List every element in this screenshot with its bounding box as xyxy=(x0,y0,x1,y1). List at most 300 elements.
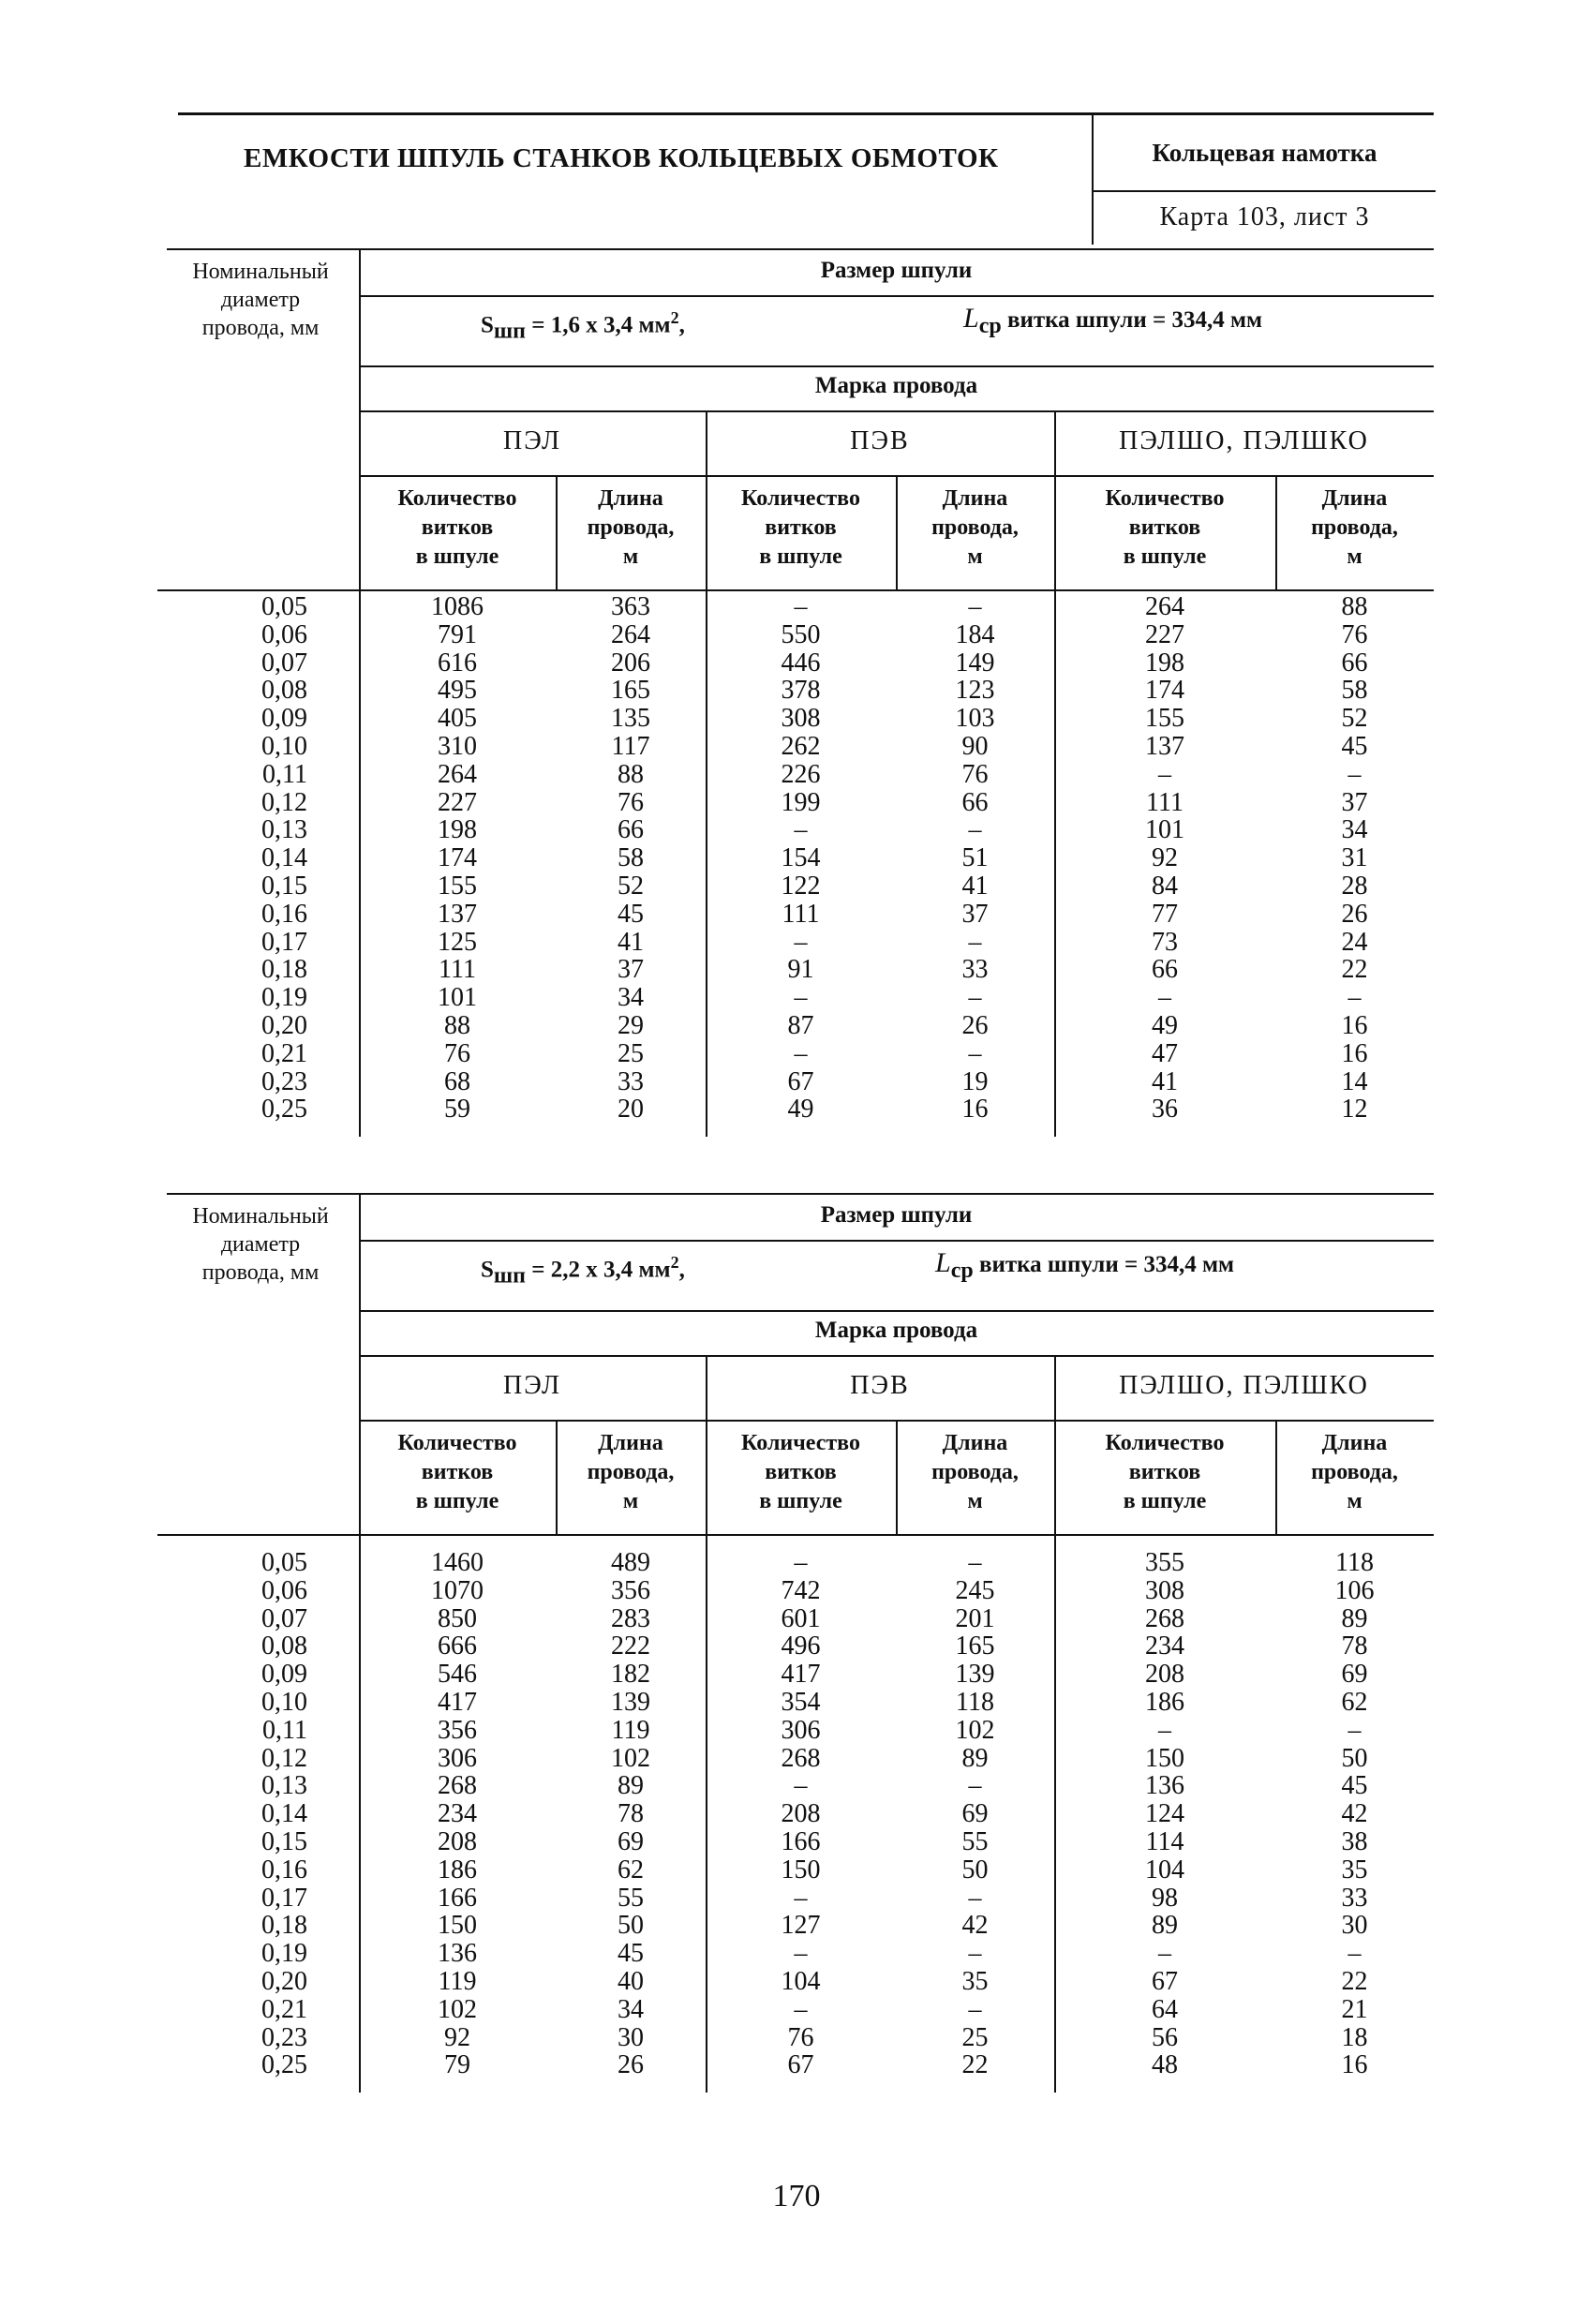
col-head-line: в шпуле xyxy=(415,1489,499,1513)
table-cell: 88 xyxy=(1341,592,1368,621)
diameter-values xyxy=(167,593,307,1124)
table-cell: 101 xyxy=(1145,815,1184,845)
table-cell: 38 xyxy=(1341,1826,1368,1856)
table-cell: 35 xyxy=(961,1966,989,1996)
table-cell: 0,16 xyxy=(261,899,307,929)
table-cell: 29 xyxy=(618,1010,644,1040)
pelsho-length-values xyxy=(1275,593,1434,1124)
brand-pelsho: ПЭЛШО, ПЭЛШКО xyxy=(1119,1371,1369,1400)
table-cell: 58 xyxy=(618,843,644,873)
col-head-line: м xyxy=(967,1489,983,1513)
table-cell: – xyxy=(968,1883,982,1913)
table-cell: 0,06 xyxy=(261,1575,307,1605)
col-head-line: Длина xyxy=(598,486,663,511)
table-cell: 92 xyxy=(1152,843,1178,873)
table-cell: 18 xyxy=(1341,2022,1368,2052)
table-cell: 28 xyxy=(1341,871,1368,901)
col-head-pev-length xyxy=(896,1429,1054,1516)
table-cell: – xyxy=(1158,983,1171,1013)
header-rule xyxy=(359,1355,1434,1357)
table-cell: 1086 xyxy=(431,592,484,621)
turn-length-formula xyxy=(963,303,1262,339)
table-cell: 90 xyxy=(961,731,989,761)
pev-length-values xyxy=(896,1549,1054,2079)
col-head-pev-count xyxy=(706,1429,896,1516)
table-cell: 0,15 xyxy=(261,1826,307,1856)
table-cell: 155 xyxy=(1145,704,1184,734)
table-cell: – xyxy=(1158,759,1171,789)
table-cell: 33 xyxy=(618,1066,644,1096)
wire-brand-label: Марка провода xyxy=(814,1318,978,1343)
spool-size-label: Размер шпули xyxy=(820,1202,973,1228)
table-cell: 0,09 xyxy=(261,704,307,734)
table-cell: 356 xyxy=(438,1715,477,1745)
col-head-pelsho-count xyxy=(1054,1429,1275,1516)
s-symbol: S xyxy=(481,1257,494,1283)
table-top-rule xyxy=(167,1193,1434,1195)
diameter-header-line: Номинальный xyxy=(192,260,329,284)
table-cell: 0,08 xyxy=(261,1631,307,1661)
table-cell: 122 xyxy=(781,871,821,901)
s-comma: , xyxy=(678,312,685,338)
diameter-header-line: диаметр xyxy=(220,1232,301,1257)
table-cell: 201 xyxy=(955,1603,995,1633)
page-header xyxy=(178,112,1434,245)
col-head-line: витков xyxy=(1128,515,1201,540)
table-cell: 174 xyxy=(438,843,477,873)
col-head-line: витков xyxy=(765,515,837,540)
table-cell: 102 xyxy=(955,1715,995,1745)
table-top-rule xyxy=(167,248,1434,250)
col-head-pev-length xyxy=(896,484,1054,572)
table-cell: 0,21 xyxy=(261,1994,307,2024)
table-cell: 0,11 xyxy=(262,1715,307,1745)
pelsho-length-values xyxy=(1275,1549,1434,2079)
table-cell: 0,10 xyxy=(261,731,307,761)
table-cell: 69 xyxy=(618,1826,644,1856)
table-cell: 12 xyxy=(1341,1095,1368,1125)
header-rule xyxy=(359,365,1434,367)
table-cell: 234 xyxy=(1145,1631,1184,1661)
table-cell: 26 xyxy=(961,1010,989,1040)
l-subscript: ср xyxy=(950,1259,974,1283)
col-head-pel-count xyxy=(359,484,556,572)
table-cell: 89 xyxy=(1341,1603,1368,1633)
table-cell: – xyxy=(968,1994,982,2024)
table-cell: 16 xyxy=(961,1095,989,1125)
table-cell: 37 xyxy=(618,955,644,985)
table-cell: 77 xyxy=(1152,899,1178,929)
table-cell: 25 xyxy=(961,2022,989,2052)
table-cell: 137 xyxy=(438,899,477,929)
table-cell: 78 xyxy=(618,1799,644,1829)
table-cell: – xyxy=(1347,759,1362,789)
table-cell: 186 xyxy=(438,1855,477,1885)
col-head-pelsho-length xyxy=(1275,484,1434,572)
table-cell: 117 xyxy=(611,731,650,761)
table-cell: 48 xyxy=(1152,2050,1178,2080)
table-cell: 166 xyxy=(438,1883,477,1913)
col-head-line: Количество xyxy=(1105,1431,1225,1455)
col-head-line: в шпуле xyxy=(759,1489,842,1513)
table-cell: 52 xyxy=(618,871,644,901)
table-cell: 45 xyxy=(618,899,644,929)
table-cell: 268 xyxy=(781,1743,821,1773)
table-cell: 45 xyxy=(1341,1771,1368,1801)
col-head-line: Количество xyxy=(1105,486,1225,511)
col-head-line: провода, xyxy=(1311,515,1398,540)
table-cell: 0,16 xyxy=(261,1855,307,1885)
table-cell: 0,12 xyxy=(261,1743,307,1773)
col-head-line: провода, xyxy=(1311,1460,1398,1484)
table-cell: 139 xyxy=(955,1660,995,1690)
table-cell: 0,23 xyxy=(261,1066,307,1096)
table-cell: 21 xyxy=(1341,1994,1368,2024)
col-head-pel-length xyxy=(556,484,706,572)
table-cell: 76 xyxy=(1341,619,1368,649)
page-number: 170 xyxy=(772,2179,821,2213)
table-cell: – xyxy=(794,927,808,957)
col-head-pelsho-count xyxy=(1054,484,1275,572)
table-cell: 417 xyxy=(781,1660,821,1690)
table-cell: 51 xyxy=(961,843,989,873)
table-cell: – xyxy=(794,1548,808,1577)
table-cell: 0,13 xyxy=(261,815,307,845)
table-cell: 40 xyxy=(618,1966,644,1996)
table-cell: 76 xyxy=(444,1038,470,1068)
table-cell: 34 xyxy=(1341,815,1368,845)
table-cell: 264 xyxy=(611,619,650,649)
table-cell: 616 xyxy=(438,648,477,678)
pel-length-values xyxy=(556,593,706,1124)
table-cell: 84 xyxy=(1152,871,1178,901)
table-cell: – xyxy=(794,1771,808,1801)
table-cell: 47 xyxy=(1152,1038,1178,1068)
table-cell: 101 xyxy=(438,983,477,1013)
table-cell: 92 xyxy=(444,2022,470,2052)
table-cell: 76 xyxy=(787,2022,814,2052)
table-cell: 45 xyxy=(1341,731,1368,761)
table-cell: 0,15 xyxy=(261,871,307,901)
table-cell: 67 xyxy=(1152,1966,1178,1996)
table-cell: 49 xyxy=(1152,1010,1178,1040)
table-cell: 0,21 xyxy=(261,1038,307,1068)
table-cell: 0,17 xyxy=(261,1883,307,1913)
col-head-line: м xyxy=(622,544,639,569)
header-rule xyxy=(359,295,1434,297)
diameter-values xyxy=(167,1549,307,2079)
table-cell: – xyxy=(1158,1715,1171,1745)
table-cell: 66 xyxy=(1152,955,1178,985)
table-cell: 283 xyxy=(611,1603,650,1633)
col-head-line: Длина xyxy=(1321,1431,1388,1455)
table-cell: 601 xyxy=(781,1603,821,1633)
table-cell: 0,08 xyxy=(261,676,307,706)
wire-brand-label: Марка провода xyxy=(814,373,978,398)
l-value: витка шпули = 334,4 мм xyxy=(1006,307,1263,333)
table-cell: 166 xyxy=(781,1826,821,1856)
table-cell: 0,19 xyxy=(261,983,307,1013)
table-cell: 33 xyxy=(1341,1883,1368,1913)
table-cell: 22 xyxy=(961,2050,989,2080)
pelsho-count-values xyxy=(1054,593,1275,1124)
l-symbol: L xyxy=(963,303,979,334)
col-head-line: витков xyxy=(421,515,494,540)
spool-section-formula xyxy=(481,1253,685,1289)
table-cell: 20 xyxy=(618,1095,644,1125)
table-cell: 0,20 xyxy=(261,1966,307,1996)
table-cell: 1460 xyxy=(431,1548,484,1577)
pev-length-values xyxy=(896,593,1054,1124)
table-cell: 66 xyxy=(1341,648,1368,678)
table-cell: 69 xyxy=(1341,1660,1368,1690)
table-cell: 37 xyxy=(961,899,989,929)
table-cell: 67 xyxy=(787,1066,814,1096)
card-reference: Карта 103, лист 3 xyxy=(1159,202,1370,231)
table-cell: 306 xyxy=(438,1743,477,1773)
brand-pel: ПЭЛ xyxy=(503,426,561,455)
table-cell: 268 xyxy=(1145,1603,1184,1633)
table-cell: 111 xyxy=(1146,787,1184,817)
table-cell: 150 xyxy=(1145,1743,1184,1773)
table-cell: 22 xyxy=(1341,1966,1368,1996)
table-cell: 49 xyxy=(787,1095,814,1125)
table-cell: 136 xyxy=(438,1939,477,1969)
table-cell: 88 xyxy=(618,759,644,789)
pelsho-count-values xyxy=(1054,1549,1275,2079)
section-name: Кольцевая намотка xyxy=(1094,115,1436,192)
table-cell: 59 xyxy=(444,1095,470,1125)
col-head-pel-length xyxy=(556,1429,706,1516)
table-cell: 88 xyxy=(444,1010,470,1040)
col-head-line: м xyxy=(622,1489,639,1513)
diameter-header-line: провода, мм xyxy=(201,316,320,340)
table-cell: 850 xyxy=(438,1603,477,1633)
table-cell: 66 xyxy=(618,815,644,845)
table-cell: 35 xyxy=(1341,1855,1368,1885)
s-value: = 1,6 x 3,4 мм xyxy=(531,312,671,338)
spool-capacity-table-2 xyxy=(167,1193,1434,2093)
s-subscript: шп xyxy=(493,1263,526,1289)
diameter-header-line: диаметр xyxy=(220,288,301,312)
table-cell: 227 xyxy=(438,787,477,817)
col-head-line: провода, xyxy=(587,1460,675,1484)
table-cell: 546 xyxy=(438,1660,477,1690)
diameter-column-header xyxy=(167,1202,354,1287)
pel-count-values xyxy=(359,1549,556,2079)
header-info-box xyxy=(1092,115,1436,245)
col-head-pelsho-length xyxy=(1275,1429,1434,1516)
s-comma: , xyxy=(678,1257,685,1283)
table-cell: 87 xyxy=(787,1010,814,1040)
table-cell: 222 xyxy=(611,1631,650,1661)
pev-count-values xyxy=(706,1549,896,2079)
s-superscript: 2 xyxy=(670,308,679,327)
brand-pelsho: ПЭЛШО, ПЭЛШКО xyxy=(1119,426,1369,455)
table-cell: 55 xyxy=(618,1883,644,1913)
table-cell: 127 xyxy=(781,1911,821,1941)
table-cell: 405 xyxy=(438,704,477,734)
table-cell: 489 xyxy=(611,1548,650,1577)
table-cell: 111 xyxy=(782,899,820,929)
table-cell: 34 xyxy=(618,1994,644,2024)
spool-section-formula xyxy=(481,308,685,344)
table-cell: 264 xyxy=(438,759,477,789)
table-cell: 52 xyxy=(1341,704,1368,734)
table-cell: – xyxy=(1347,1715,1362,1745)
table-cell: 234 xyxy=(438,1799,477,1829)
table-cell: 356 xyxy=(611,1575,650,1605)
table-cell: 14 xyxy=(1341,1066,1368,1096)
table-cell: 208 xyxy=(781,1799,821,1829)
table-cell: 104 xyxy=(781,1966,821,1996)
table-cell: 791 xyxy=(438,619,477,649)
table-cell: 76 xyxy=(618,787,644,817)
table-cell: 355 xyxy=(1145,1548,1184,1577)
table-cell: 25 xyxy=(618,1038,644,1068)
col-head-line: витков xyxy=(1128,1460,1201,1484)
table-cell: 227 xyxy=(1145,619,1184,649)
table-cell: – xyxy=(968,1548,982,1577)
table-cell: 150 xyxy=(781,1855,821,1885)
diameter-header-line: Номинальный xyxy=(192,1204,329,1229)
table-cell: 0,18 xyxy=(261,1911,307,1941)
brand-pel: ПЭЛ xyxy=(503,1371,561,1400)
table-cell: 495 xyxy=(438,676,477,706)
table-cell: 50 xyxy=(961,1855,989,1885)
col-head-line: м xyxy=(1347,544,1362,569)
table-cell: 69 xyxy=(961,1799,989,1829)
table-cell: 118 xyxy=(956,1687,994,1717)
table-cell: 0,10 xyxy=(261,1687,307,1717)
table-cell: 0,06 xyxy=(261,619,307,649)
table-cell: 268 xyxy=(438,1771,477,1801)
table-cell: 0,13 xyxy=(261,1771,307,1801)
table-cell: 19 xyxy=(961,1066,989,1096)
s-symbol: S xyxy=(481,312,494,338)
table-cell: 165 xyxy=(955,1631,995,1661)
table-cell: 98 xyxy=(1152,1883,1178,1913)
table-cell: 206 xyxy=(611,648,650,678)
table-cell: 41 xyxy=(1152,1066,1178,1096)
table-cell: 198 xyxy=(438,815,477,845)
pel-length-values xyxy=(556,1549,706,2079)
table-cell: 76 xyxy=(961,759,989,789)
table-cell: 0,09 xyxy=(261,1660,307,1690)
table-cell: 50 xyxy=(1341,1743,1368,1773)
col-head-line: Длина xyxy=(942,1431,1008,1455)
table-cell: 66 xyxy=(961,787,989,817)
col-head-line: м xyxy=(967,544,983,569)
table-cell: 306 xyxy=(781,1715,821,1745)
spool-size-label: Размер шпули xyxy=(820,258,973,283)
col-head-line: витков xyxy=(765,1460,837,1484)
table-cell: 354 xyxy=(781,1687,821,1717)
table-cell: 42 xyxy=(961,1911,989,1941)
table-cell: 150 xyxy=(438,1911,477,1941)
table-cell: 154 xyxy=(781,843,821,873)
table-cell: 24 xyxy=(1341,927,1368,957)
table-cell: 165 xyxy=(611,676,650,706)
table-cell: 78 xyxy=(1341,1631,1368,1661)
table-cell: 264 xyxy=(1145,592,1184,621)
table-cell: 123 xyxy=(955,676,995,706)
l-value: витка шпули = 334,4 мм xyxy=(978,1252,1235,1277)
table-cell: 0,05 xyxy=(261,1548,307,1577)
table-cell: 198 xyxy=(1145,648,1184,678)
table-cell: – xyxy=(794,815,808,845)
col-head-line: Количество xyxy=(741,486,860,511)
table-cell: 104 xyxy=(1145,1855,1184,1885)
pel-count-values xyxy=(359,593,556,1124)
s-subscript: шп xyxy=(493,319,526,344)
diameter-column-header xyxy=(167,258,354,342)
table-cell: 199 xyxy=(781,787,821,817)
table-cell: 0,18 xyxy=(261,955,307,985)
s-superscript: 2 xyxy=(670,1253,679,1272)
table-cell: 363 xyxy=(611,592,650,621)
table-cell: 73 xyxy=(1152,927,1178,957)
table-cell: 89 xyxy=(961,1743,989,1773)
table-cell: 125 xyxy=(438,927,477,957)
turn-length-formula xyxy=(935,1247,1234,1284)
table-cell: 0,14 xyxy=(261,1799,307,1829)
col-head-line: провода, xyxy=(931,1460,1019,1484)
pev-count-values xyxy=(706,593,896,1124)
table-cell: – xyxy=(1158,1939,1171,1969)
table-cell: 666 xyxy=(438,1631,477,1661)
col-head-line: витков xyxy=(421,1460,494,1484)
table-cell: 119 xyxy=(611,1715,650,1745)
table-cell: 742 xyxy=(781,1575,821,1605)
table-cell: 310 xyxy=(438,731,477,761)
table-cell: 182 xyxy=(611,1660,650,1690)
table-cell: – xyxy=(968,927,982,957)
col-head-line: в шпуле xyxy=(759,544,842,569)
col-head-line: Длина xyxy=(942,486,1008,511)
col-head-pel-count xyxy=(359,1429,556,1516)
table-cell: 91 xyxy=(787,955,814,985)
col-head-line: Длина xyxy=(1321,486,1388,511)
table-cell: 417 xyxy=(438,1687,477,1717)
table-cell: – xyxy=(1347,1939,1362,1969)
table-cell: – xyxy=(968,1771,982,1801)
table-cell: 184 xyxy=(955,619,995,649)
table-cell: 550 xyxy=(781,619,821,649)
table-cell: 0,05 xyxy=(261,592,307,621)
table-cell: – xyxy=(968,1939,982,1969)
table-cell: 1070 xyxy=(431,1575,484,1605)
col-head-line: провода, xyxy=(931,515,1019,540)
table-cell: 45 xyxy=(618,1939,644,1969)
table-cell: 0,17 xyxy=(261,927,307,957)
table-cell: 26 xyxy=(1341,899,1368,929)
table-cell: 124 xyxy=(1145,1799,1184,1829)
table-cell: 62 xyxy=(618,1855,644,1885)
table-cell: 208 xyxy=(438,1826,477,1856)
table-cell: – xyxy=(968,983,982,1013)
col-head-line: Количество xyxy=(397,486,517,511)
table-cell: 0,25 xyxy=(261,2050,307,2080)
spool-capacity-table-1 xyxy=(167,248,1434,1137)
table-cell: – xyxy=(794,1883,808,1913)
table-cell: 79 xyxy=(444,2050,470,2080)
col-head-line: Длина xyxy=(598,1431,663,1455)
table-cell: 186 xyxy=(1145,1687,1184,1717)
table-cell: 0,23 xyxy=(261,2022,307,2052)
table-cell: – xyxy=(794,592,808,621)
table-cell: 55 xyxy=(961,1826,989,1856)
